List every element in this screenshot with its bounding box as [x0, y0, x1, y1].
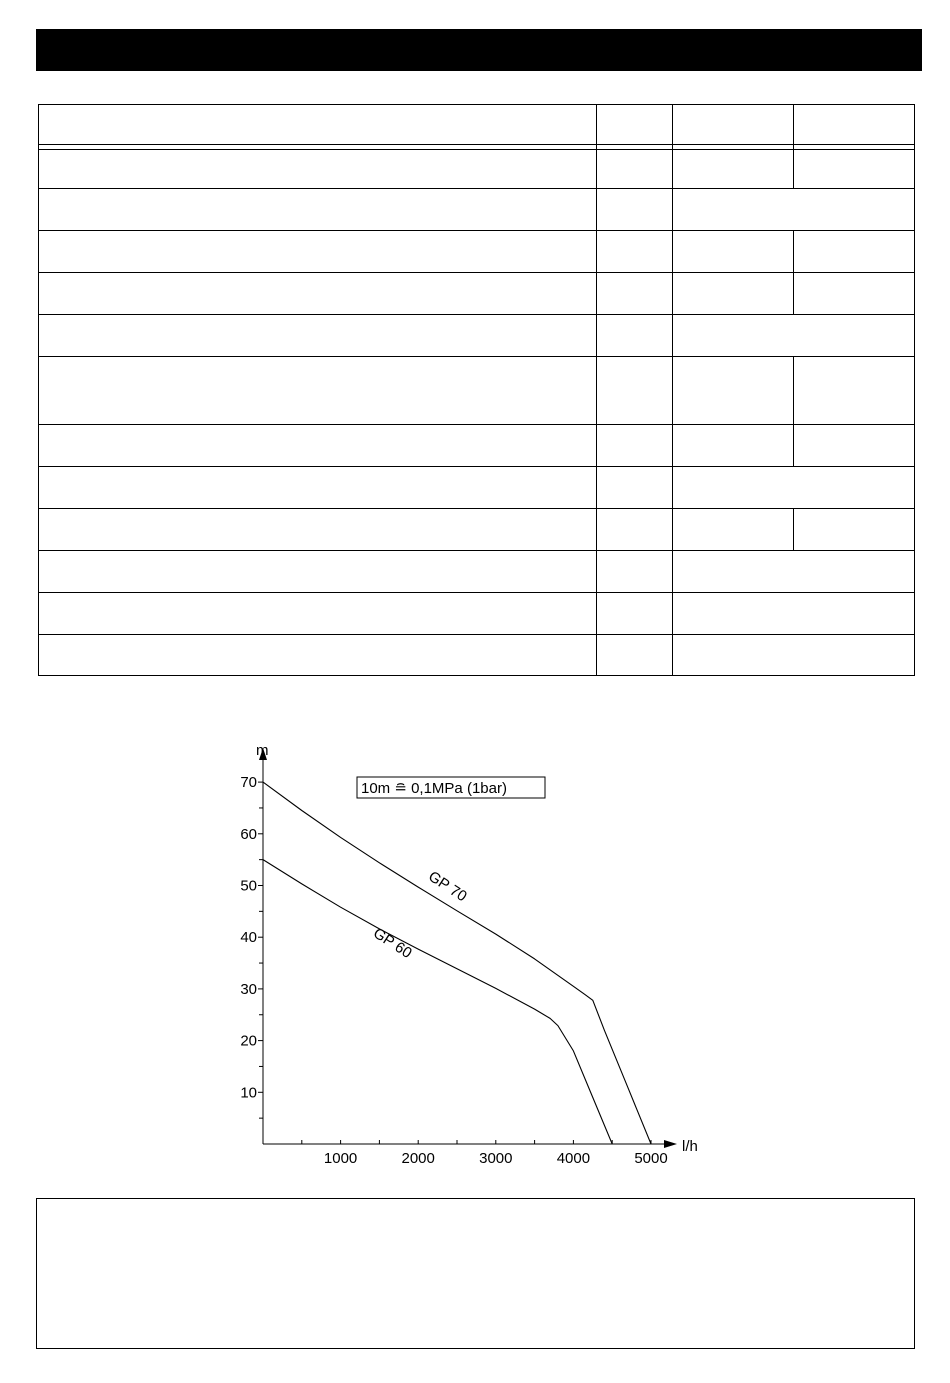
y-tick-label: 60 [240, 825, 257, 843]
y-tick-label: 10 [240, 1084, 257, 1102]
x-tick-label: 2000 [401, 1150, 435, 1167]
x-axis-label: l/h [682, 1138, 698, 1155]
table-col-divider-gp70 [793, 230, 794, 314]
chart-ticks [240, 774, 667, 1167]
table-row-divider [39, 634, 914, 635]
x-tick-label: 3000 [479, 1150, 513, 1167]
y-tick-label: 70 [240, 774, 257, 792]
table-header-rule [39, 144, 914, 145]
y-tick-label: 30 [240, 980, 257, 998]
table-row-divider [39, 550, 914, 551]
table-row-divider [39, 508, 914, 509]
note-box [36, 1198, 915, 1349]
table-col-divider-gp70 [793, 356, 794, 466]
series-label-gp70: GP 70 [425, 868, 470, 906]
unit-note-text: 10m ≘ 0,1MPa (1bar) [361, 780, 507, 797]
table-row-divider [39, 188, 914, 189]
table-col-divider-gp70 [793, 105, 794, 188]
chart-series-layer [263, 782, 651, 1144]
table-row-divider [39, 356, 914, 357]
table-col-divider-gp60 [672, 105, 673, 675]
header-bar [36, 29, 922, 71]
series-line-gp70 [263, 782, 651, 1144]
spec-table [38, 104, 915, 676]
table-header-rule-double [39, 149, 914, 150]
table-row-divider [39, 272, 914, 273]
series-line-gp60 [263, 860, 612, 1144]
x-tick-label: 5000 [634, 1150, 668, 1167]
table-row-divider [39, 424, 914, 425]
x-tick-label: 4000 [556, 1150, 591, 1167]
chart-axes [259, 748, 677, 1148]
y-tick-label: 50 [240, 877, 257, 895]
x-tick-label: 1000 [323, 1150, 358, 1167]
table-row-divider [39, 592, 914, 593]
table-row-divider [39, 314, 914, 315]
series-label-gp60: GP 60 [370, 924, 415, 962]
table-col-divider-unit [596, 105, 597, 675]
table-row-divider [39, 230, 914, 231]
y-tick-label: 40 [240, 929, 257, 947]
chart-svg [222, 738, 722, 1178]
x-axis-arrow [664, 1140, 677, 1148]
table-col-divider-gp70 [793, 508, 794, 550]
y-tick-label: 20 [240, 1032, 257, 1050]
table-row-divider [39, 466, 914, 467]
y-axis-label: m [256, 742, 269, 759]
pump-curve-chart [222, 738, 722, 1178]
